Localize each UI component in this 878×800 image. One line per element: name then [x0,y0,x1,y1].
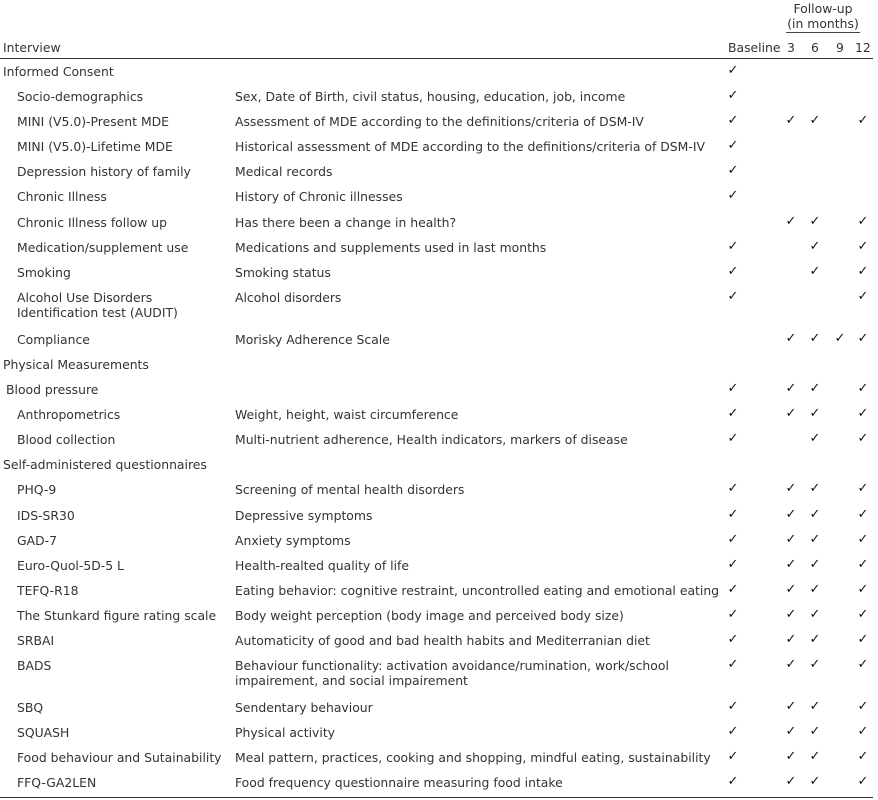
section-row [0,59,878,84]
check-icon-month-3: ✓ [785,481,797,497]
table-row [0,628,878,653]
table-row [0,503,878,528]
section-row [0,452,878,477]
table-row [0,528,878,553]
check-icon-month-12: ✓ [857,238,869,254]
row-description: Multi-nutrient adherence, Health indicators, markers of disease [235,432,628,448]
row-name: SBQ [17,700,44,716]
table-row [0,720,878,745]
check-icon-baseline: ✓ [727,531,739,547]
row-name: Alcohol Use Disorders Identification test (AUDIT) [17,289,178,320]
check-icon-month-3: ✓ [785,213,797,229]
table-row [0,134,878,159]
row-description: Depressive symptoms [235,507,373,523]
check-icon-baseline: ✓ [727,188,739,204]
check-icon-month-6: ✓ [809,330,821,346]
row-name: Depression history of family [17,164,191,180]
row-description: Medical records [235,164,333,180]
check-icon-baseline: ✓ [727,138,739,154]
check-icon-month-12: ✓ [857,581,869,597]
check-icon-month-12: ✓ [857,288,869,304]
row-name: Anthropometrics [17,407,121,423]
check-icon-month-12: ✓ [857,606,869,622]
check-icon-month-3: ✓ [785,330,797,346]
check-icon-baseline: ✓ [727,631,739,647]
check-icon-month-12: ✓ [857,431,869,447]
check-icon-baseline: ✓ [727,724,739,740]
table-row [0,260,878,285]
check-icon-month-12: ✓ [857,531,869,547]
row-name: The Stunkard figure rating scale [17,607,217,623]
header-month-6: 6 [811,40,819,55]
row-description: Alcohol disorders [235,289,342,305]
row-name: BADS [17,658,52,674]
row-name: SQUASH [17,725,70,741]
row-description: Assessment of MDE according to the definitions/criteria of DSM-IV [235,114,644,130]
table-row [0,578,878,603]
header-month-9: 9 [836,40,844,55]
check-icon-baseline: ✓ [727,263,739,279]
table-row [0,377,878,402]
check-icon-month-3: ✓ [785,381,797,397]
header-baseline: Baseline [728,40,781,55]
check-icon-month-3: ✓ [785,774,797,790]
check-icon-baseline: ✓ [727,163,739,179]
check-icon-baseline: ✓ [727,606,739,622]
check-icon-baseline: ✓ [727,774,739,790]
check-icon-month-12: ✓ [857,724,869,740]
check-icon-month-6: ✓ [809,556,821,572]
check-icon-baseline: ✓ [727,431,739,447]
check-icon-month-12: ✓ [857,631,869,647]
table-row [0,695,878,720]
check-icon-month-6: ✓ [809,213,821,229]
check-icon-month-6: ✓ [809,506,821,522]
check-icon-month-6: ✓ [809,431,821,447]
check-icon-baseline: ✓ [727,238,739,254]
table-row [0,427,878,452]
check-icon-month-3: ✓ [785,406,797,422]
check-icon-baseline: ✓ [727,63,739,78]
row-name: SRBAI [17,632,55,648]
row-description: Medications and supplements used in last months [235,239,547,255]
check-icon-month-3: ✓ [785,556,797,572]
check-icon-month-3: ✓ [785,657,797,673]
check-icon-month-6: ✓ [809,699,821,715]
check-icon-month-6: ✓ [809,481,821,497]
table-row [0,553,878,578]
row-description: Has there been a change in health? [235,214,457,230]
check-icon-month-12: ✓ [857,481,869,497]
row-description: Health-realted quality of life [235,557,410,573]
check-icon-baseline: ✓ [727,657,739,673]
row-name: Socio-demographics [17,89,144,105]
check-icon-month-6: ✓ [809,406,821,422]
table-row [0,210,878,235]
table-row [0,84,878,109]
row-name: Chronic Illness [17,189,107,205]
check-icon-month-6: ✓ [809,581,821,597]
check-icon-month-6: ✓ [809,263,821,279]
row-description: Eating behavior: cognitive restraint, uncontrolled eating and emotional eating [235,582,720,598]
row-name: Physical Measurements [3,356,149,372]
table-row [0,285,878,327]
row-name: FFQ-GA2LEN [17,775,97,791]
row-description: Morisky Adherence Scale [235,331,390,347]
check-icon-month-12: ✓ [857,506,869,522]
section-row [0,352,878,377]
check-icon-baseline: ✓ [727,556,739,572]
check-icon-baseline: ✓ [727,113,739,129]
table-row [0,235,878,260]
table-row [0,184,878,209]
check-icon-month-6: ✓ [809,724,821,740]
row-description: Food frequency questionnaire measuring food intake [235,775,563,791]
row-name: Food behaviour and Sutainability [17,750,222,766]
check-icon-month-6: ✓ [809,531,821,547]
check-icon-baseline: ✓ [727,581,739,597]
check-icon-baseline: ✓ [727,406,739,422]
check-icon-month-6: ✓ [809,631,821,647]
check-icon-month-3: ✓ [785,506,797,522]
row-description: Anxiety symptoms [235,532,351,548]
check-icon-baseline: ✓ [727,699,739,715]
check-icon-month-6: ✓ [809,657,821,673]
table-row [0,477,878,502]
check-icon-month-12: ✓ [857,381,869,397]
row-name: PHQ-9 [17,482,57,498]
check-icon-month-3: ✓ [785,531,797,547]
row-description: Automaticity of good and bad health habits and Mediterranian diet [235,632,650,648]
bottom-rule [0,797,873,798]
check-icon-month-12: ✓ [857,113,869,129]
check-icon-month-3: ✓ [785,581,797,597]
row-description: Sendentary behaviour [235,700,373,716]
followup-header [786,1,860,31]
row-description: History of Chronic illnesses [235,189,403,205]
check-icon-month-12: ✓ [857,213,869,229]
row-name: Informed Consent [3,64,114,79]
row-name: Compliance [17,331,90,347]
table-row [0,109,878,134]
interview-table [0,59,878,795]
check-icon-month-6: ✓ [809,749,821,765]
row-description: Physical activity [235,725,336,741]
check-icon-month-3: ✓ [785,631,797,647]
table-row [0,327,878,352]
row-description: Smoking status [235,264,331,280]
check-icon-baseline: ✓ [727,381,739,397]
check-icon-month-6: ✓ [809,238,821,254]
check-icon-month-3: ✓ [785,699,797,715]
row-name: Self-administered questionnaires [3,457,207,473]
check-icon-month-3: ✓ [785,749,797,765]
check-icon-month-6: ✓ [809,774,821,790]
check-icon-month-12: ✓ [857,774,869,790]
row-name: MINI (V5.0)-Present MDE [17,114,170,130]
row-name: TEFQ-R18 [17,582,79,598]
followup-title: Follow-up [793,1,853,16]
check-icon-month-6: ✓ [809,606,821,622]
check-icon-month-3: ✓ [785,606,797,622]
row-description: Meal pattern, practices, cooking and shopping, mindful eating, sustainability [235,750,711,766]
table-row [0,159,878,184]
table-row [0,603,878,628]
check-icon-month-6: ✓ [809,113,821,129]
row-name: MINI (V5.0)-Lifetime MDE [17,139,173,155]
row-name: Blood collection [17,432,116,448]
check-icon-month-12: ✓ [857,556,869,572]
row-name: Chronic Illness follow up [17,214,168,230]
check-icon-month-12: ✓ [857,330,869,346]
row-description: Behaviour functionality: activation avoidance/rumination, work/school impairement, and social impairement [235,658,669,689]
followup-subtitle: (in months) [787,16,859,31]
header-month-12: 12 [855,40,871,55]
check-icon-month-3: ✓ [785,113,797,129]
check-icon-baseline: ✓ [727,506,739,522]
row-description: Weight, height, waist circumference [235,407,459,423]
table-row [0,402,878,427]
check-icon-month-12: ✓ [857,406,869,422]
row-description: Sex, Date of Birth, civil status, housing, education, job, income [235,89,626,105]
check-icon-month-3: ✓ [785,724,797,740]
check-icon-baseline: ✓ [727,288,739,304]
check-icon-baseline: ✓ [727,481,739,497]
check-icon-month-12: ✓ [857,263,869,279]
column-header-row [0,40,878,55]
check-icon-month-12: ✓ [857,657,869,673]
followup-underline [786,32,860,33]
check-icon-month-6: ✓ [809,381,821,397]
header-interview: Interview [3,40,61,55]
table-row [0,770,878,795]
check-icon-month-12: ✓ [857,749,869,765]
row-name: IDS-SR30 [17,507,75,523]
row-name: Medication/supplement use [17,239,189,255]
check-icon-month-12: ✓ [857,699,869,715]
table-row [0,745,878,770]
check-icon-month-9: ✓ [834,330,846,346]
row-description: Screening of mental health disorders [235,482,465,498]
row-description: Body weight perception (body image and perceived body size) [235,607,624,623]
check-icon-baseline: ✓ [727,749,739,765]
row-description: Historical assessment of MDE according to the definitions/criteria of DSM-IV [235,139,705,155]
row-name: Smoking [17,264,71,280]
row-name: Blood pressure [6,382,99,398]
row-name: Euro-Quol-5D-5 L [17,557,124,573]
check-icon-baseline: ✓ [727,88,739,104]
row-name: GAD-7 [17,532,57,548]
table-row [0,653,878,695]
header-month-3: 3 [787,40,795,55]
